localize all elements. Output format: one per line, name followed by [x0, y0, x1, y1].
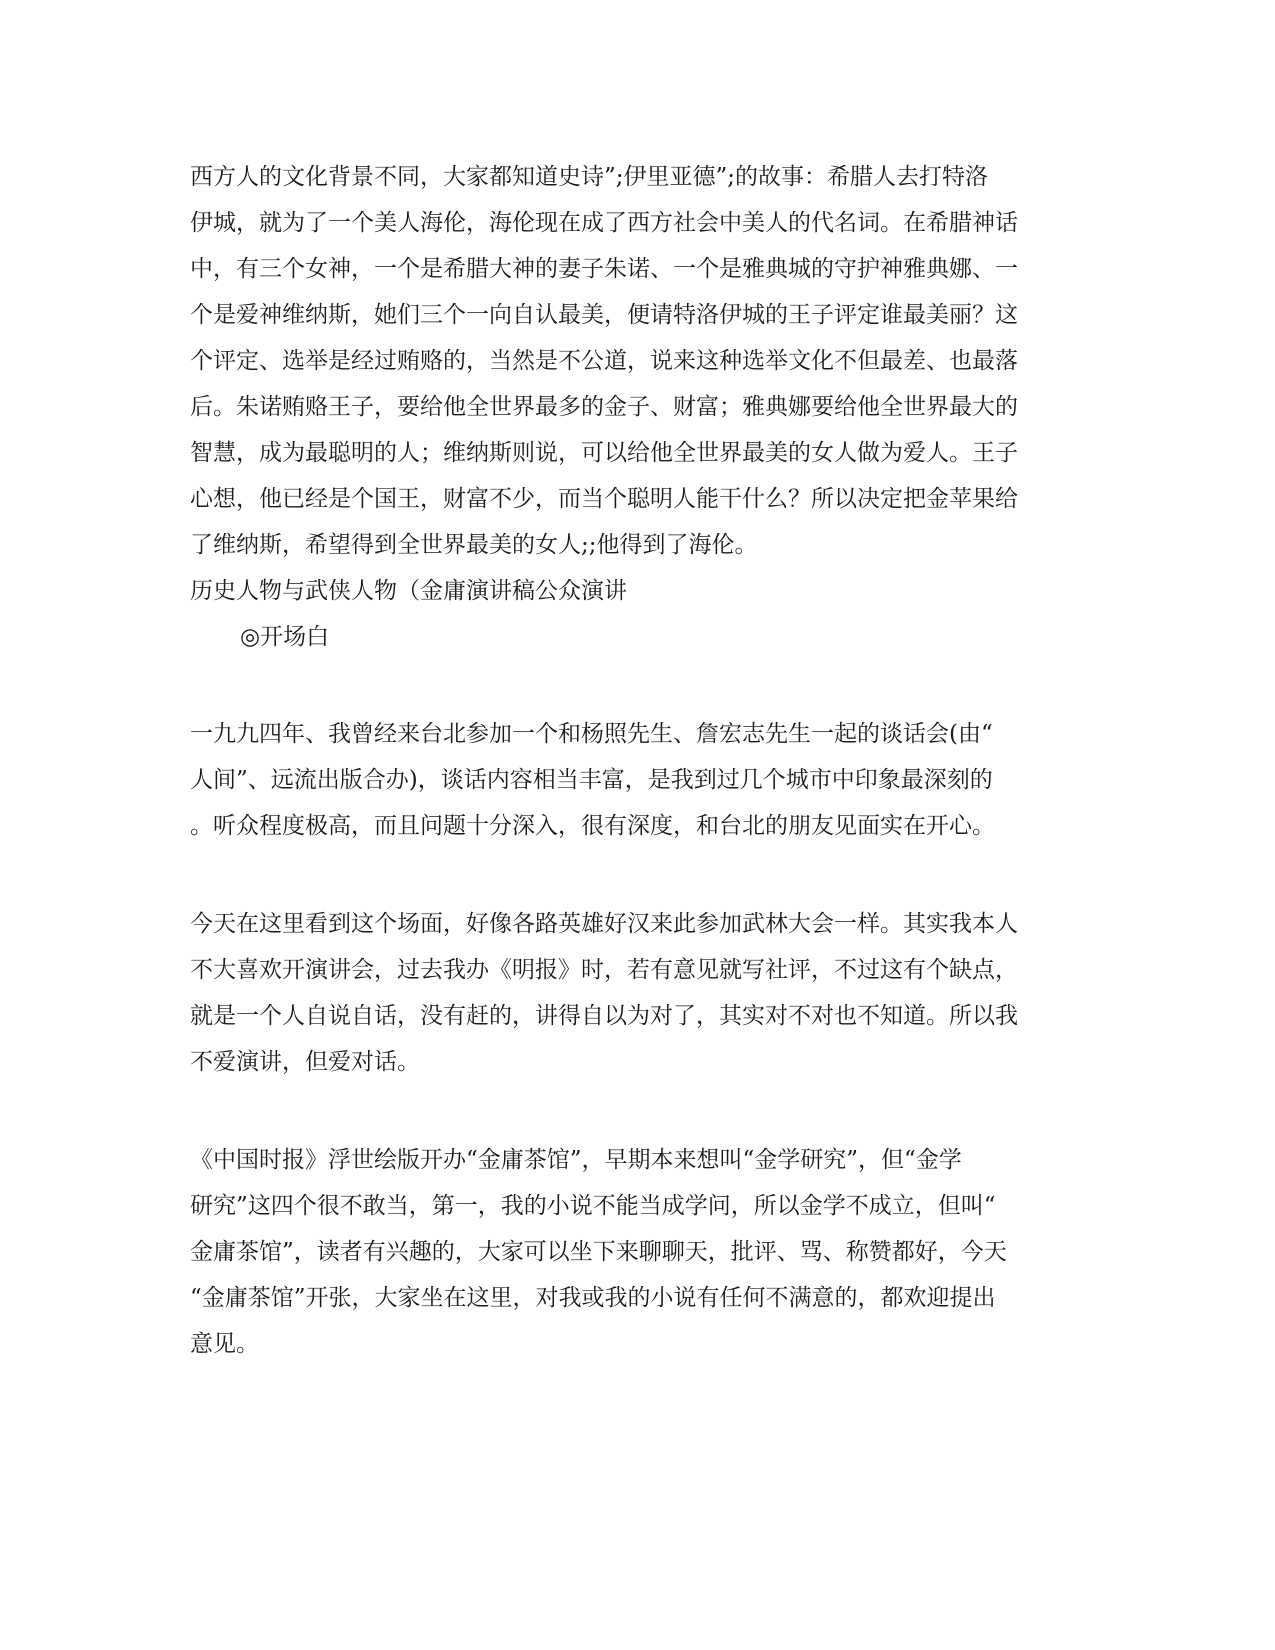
paragraph-4-line: “金庸茶馆”开张，大家坐在这里，对我或我的小说有任何不满意的，都欢迎提出: [190, 1285, 996, 1311]
paragraph-1-line: 个评定、选举是经过贿赂的，当然是不公道，说来这种选举文化不但最差、也最落: [190, 348, 1018, 374]
paragraph-1-line: 伊城，就为了一个美人海伦，海伦现在成了西方社会中美人的代名词。在希腊神话: [190, 210, 1018, 236]
paragraph-4-line: 意见。: [190, 1331, 259, 1357]
paragraph-1-line: 中，有三个女神，一个是希腊大神的妻子朱诺、一个是雅典城的守护神雅典娜、一: [190, 256, 1018, 282]
paragraph-1-line: 智慧，成为最聪明的人；维纳斯则说，可以给他全世界最美的女人做为爱人。王子: [190, 440, 1018, 466]
subheading: ◎开场白: [240, 624, 330, 650]
paragraph-4-line: 《中国时报》浮世绘版开办“金庸茶馆”，早期本来想叫“金学研究”，但“金学: [190, 1147, 962, 1173]
section-title: 历史人物与武侠人物（金庸演讲稿公众演讲: [190, 578, 627, 604]
paragraph-1-line: 了维纳斯，希望得到全世界最美的女人;;他得到了海伦。: [190, 532, 758, 558]
paragraph-1-line: 西方人的文化背景不同，大家都知道史诗”;伊里亚德”;的故事：希腊人去打特洛: [190, 164, 989, 190]
paragraph-3-line: 今天在这里看到这个场面，好像各路英雄好汉来此参加武林大会一样。其实我本人: [190, 911, 1018, 937]
paragraph-4-line: 研究”这四个很不敢当，第一，我的小说不能当成学问，所以金学不成立，但叫“: [190, 1193, 996, 1219]
paragraph-2-line: 。听众程度极高，而且问题十分深入，很有深度，和台北的朋友见面实在开心。: [190, 813, 995, 839]
paragraph-1-line: 后。朱诺贿赂王子，要给他全世界最多的金子、财富；雅典娜要给他全世界最大的: [190, 394, 1018, 420]
paragraph-1-line: 心想，他已经是个国王，财富不少，而当个聪明人能干什么？所以决定把金苹果给: [190, 486, 1018, 512]
paragraph-2-line: 一九九四年、我曾经来台北参加一个和杨照先生、詹宏志先生一起的谈话会(由“: [190, 721, 993, 747]
paragraph-4-line: 金庸茶馆”，读者有兴趣的，大家可以坐下来聊聊天，批评、骂、称赞都好，今天: [190, 1239, 1007, 1265]
paragraph-3-line: 就是一个人自说自话，没有赶的，讲得自以为对了，其实对不对也不知道。所以我: [190, 1003, 1018, 1029]
paragraph-2-line: 人间”、远流出版合办)，谈话内容相当丰富，是我到过几个城市中印象最深刻的: [190, 767, 993, 793]
paragraph-1-line: 个是爱神维纳斯，她们三个一向自认最美，便请特洛伊城的王子评定谁最美丽？这: [190, 302, 1018, 328]
paragraph-3-line: 不爱演讲，但爱对话。: [190, 1049, 420, 1075]
paragraph-3-line: 不大喜欢开演讲会，过去我办《明报》时，若有意见就写社评，不过这有个缺点，: [190, 957, 1018, 983]
